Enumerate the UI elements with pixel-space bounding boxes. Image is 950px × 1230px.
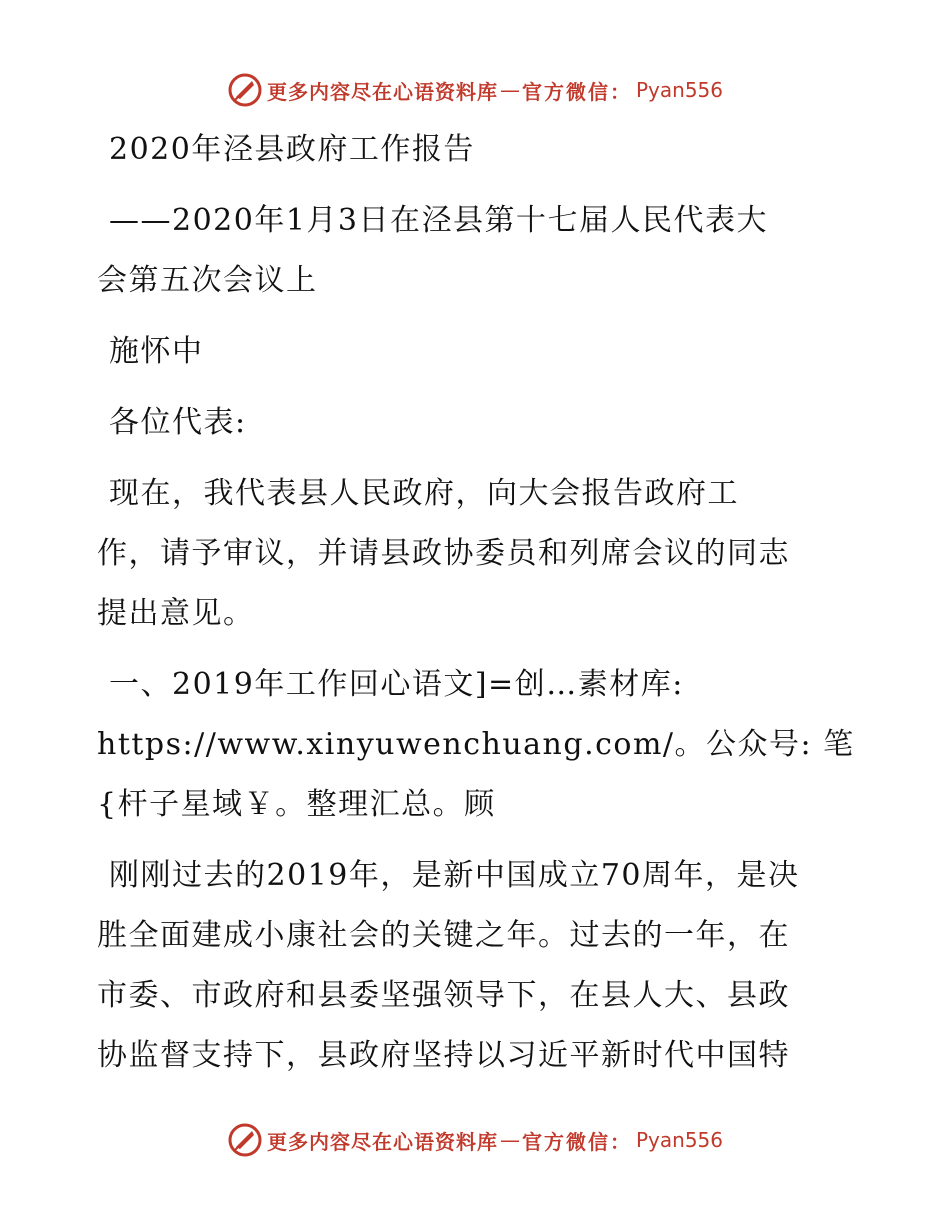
- banner-wechat-id: Pyan556: [635, 1128, 723, 1152]
- intro-line-2: 作，请予审议，并请县政协委员和列席会议的同志: [97, 536, 790, 571]
- section-heading-line-1: 一、2019年工作回心语文]=创…素材库:: [109, 667, 684, 702]
- intro-line-1: 现在，我代表县人民政府，向大会报告政府工: [109, 476, 739, 511]
- banner-main-text: 更多内容尽在心语资料库: [266, 79, 498, 104]
- footer-banner: [0, 1118, 950, 1162]
- body-line-2: 胜全面建成小康社会的关键之年。过去的一年，在: [97, 918, 790, 953]
- quill-logo-icon: [227, 72, 263, 108]
- section-heading-line-2: https://www.xinyuwenchuang.com/。公众号: 笔: [97, 727, 855, 762]
- banner-wechat-label: 官方微信：: [521, 79, 632, 104]
- banner-dash: —: [499, 78, 520, 102]
- document-title: 2020年泾县政府工作报告: [109, 132, 475, 167]
- banner-dash: —: [499, 1128, 520, 1152]
- quill-logo-icon: [227, 1122, 263, 1158]
- intro-line-3: 提出意见。: [97, 596, 255, 631]
- document-body: [97, 120, 857, 1086]
- body-line-1: 刚刚过去的2019年，是新中国成立70周年，是决: [109, 858, 800, 893]
- document-salutation: 各位代表:: [109, 405, 247, 440]
- body-line-4: 协监督支持下，县政府坚持以习近平新时代中国特: [97, 1038, 790, 1073]
- document-subtitle-line-1: ——2020年1月3日在泾县第十七届人民代表大: [109, 203, 769, 238]
- document-subtitle-line-2: 会第五次会议上: [97, 263, 318, 298]
- document-author: 施怀中: [109, 334, 204, 369]
- banner-wechat-id: Pyan556: [635, 78, 723, 102]
- body-line-3: 市委、市政府和县委坚强领导下，在县人大、县政: [97, 978, 790, 1013]
- header-banner: [0, 68, 950, 112]
- section-heading-line-3: {杆子星域￥。整理汇总。顾: [97, 787, 496, 822]
- banner-wechat-label: 官方微信：: [521, 1129, 632, 1154]
- banner-main-text: 更多内容尽在心语资料库: [266, 1129, 498, 1154]
